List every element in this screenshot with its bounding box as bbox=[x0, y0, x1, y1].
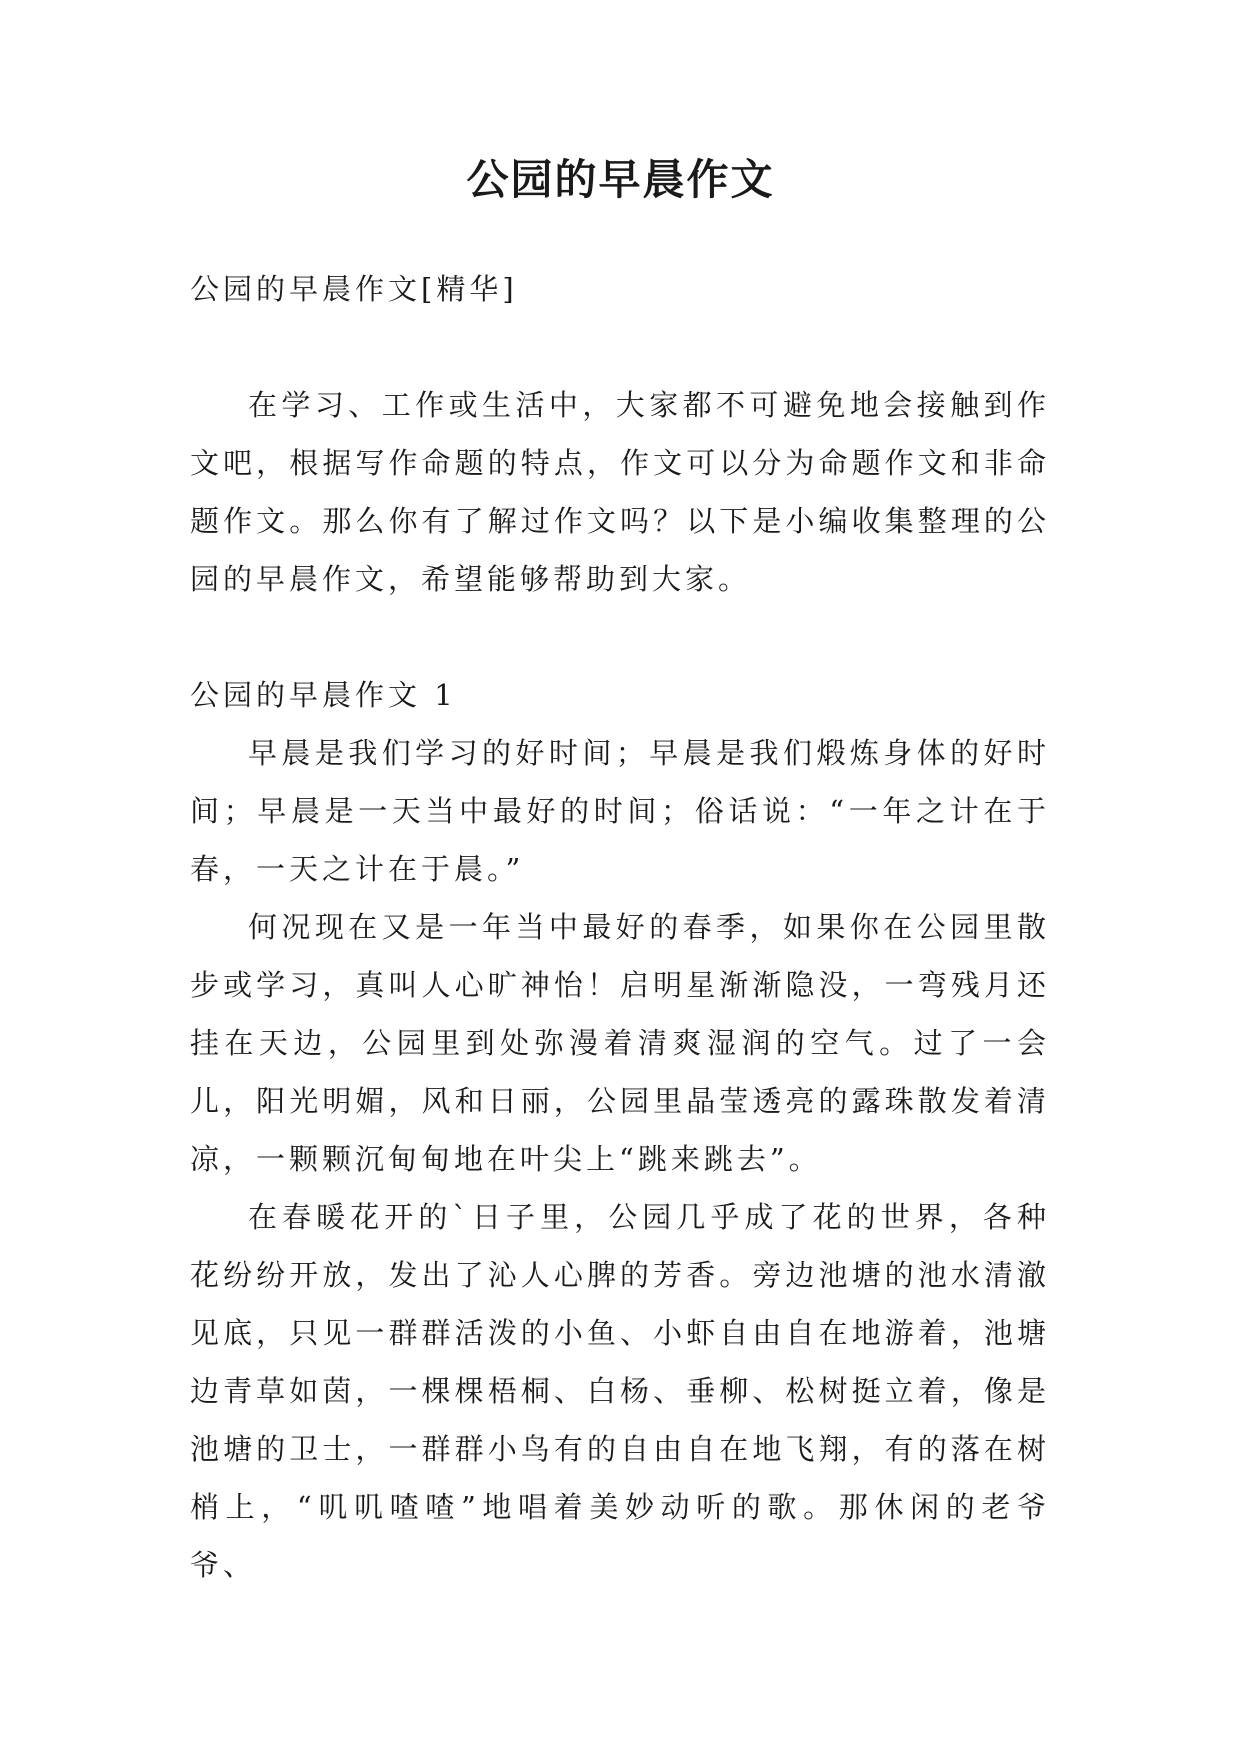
body-paragraph: 何况现在又是一年当中最好的春季，如果你在公园里散步或学习，真叫人心旷神怡！启明星渐渐隐没，一弯残月还挂在天边，公园里到处弥漫着清爽湿润的空气。过了一会儿，阳光明媚，风和日丽，公园里晶莹透亮的露珠散发着清凉，一颗颗沉甸甸地在叶尖上“跳来跳去”。 bbox=[190, 910, 1050, 1176]
body-paragraph: 早晨是我们学习的好时间；早晨是我们煅炼身体的好时间；早晨是一天当中最好的时间；俗话说：“一年之计在于春，一天之计在于晨。” bbox=[190, 736, 1050, 886]
document-subtitle: 公园的早晨作文[精华] bbox=[190, 272, 518, 306]
body-paragraph: 在春暖花开的`日子里，公园几乎成了花的世界，各种花纷纷开放，发出了沁人心脾的芳香。旁边池塘的池水清澈见底，只见一群群活泼的小鱼、小虾自由自在地游着，池塘边青草如茵，一棵棵梧桐、白杨、垂柳、松树挺立着，像是池塘的卫士，一群群小鸟有的自由自在地飞翔，有的落在树梢上，“叽叽喳喳”地唱着美妙动听的歌。那休闲的老爷爷、 bbox=[190, 1200, 1050, 1582]
section-heading: 公园的早晨作文 1 bbox=[190, 678, 457, 712]
intro-paragraph: 在学习、工作或生活中，大家都不可避免地会接触到作文吧，根据写作命题的特点，作文可以分为命题作文和非命题作文。那么你有了解过作文吗？以下是小编收集整理的公园的早晨作文，希望能够帮助到大家。 bbox=[190, 388, 1050, 596]
document-title: 公园的早晨作文 bbox=[466, 155, 775, 204]
document-body bbox=[190, 260, 1050, 1594]
